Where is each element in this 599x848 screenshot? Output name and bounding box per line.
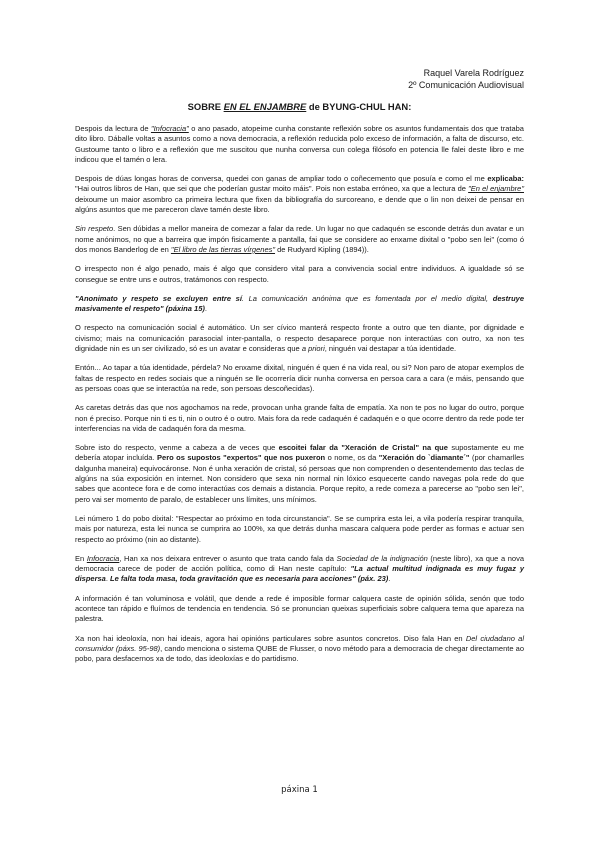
paragraph-11: En Infocracia, Han xa nos deixara entrever o asunto que trata cando fala da Sociedad de la indignación (neste libro), xa que a nova democracia carece de poder de acción política, como di Han neste capítulo: "La actual multitud indignada es muy fugaz y dispersa. Le falta toda masa, toda gravitación que es necesaria para acciones" (páx. 23). — [75, 553, 525, 584]
paragraph-9: Sobre isto do respecto, venme a cabeza a de veces que escoitei falar da "Xeración de Cristal" na que supostamente eu me debería atopar incluída. Pero os supostos "expertos" que nos puxeron o nome, os da "Xeración do `diamante´" (por chamarlles dalgunha maneira) equivocáronse. Non é unha xeración de cristal, só persoas que non comprenden o desentendemento das teclas de algúns na súa exposición en internet. Non considero que sexa nin normal nin lóxico esquecerte cando navegas pola rede do que sabes que acontece fora e de como interactúas cos demais a distancia. Porque repito, a rede comeza a parecerse ao "pobo sen lei", pero vai ser momento de paralo, de establecer uns límites, uns mínimos. — [75, 443, 525, 504]
paragraph-13: Xa non hai ideoloxía, non hai ideais, agora hai opinións particulares sobre asuntos concretos. Diso fala Han en Del ciudadano al consumidor (páxs. 95-98), cando menciona o sistema QUBE de Flusser, o novo método para a democracia de chegar directamente ao pobo, para desfacernos xa de todo, das ideoloxías e do partidismo. — [75, 633, 525, 664]
paragraph-12: A información é tan voluminosa e volátil, que dende a rede é imposible formar calquera caste de opinión sólida, senón que todo acontece tan rápido e fluímos de tendencia en tendencia. Só se pronuncian queixas superficiais sobre calquera tema que apareza na palestra. — [75, 593, 524, 624]
paragraph-8: As caretas detrás das que nos agochamos na rede, provocan unha grande falta de empatía. Xa non te pos no lugar do outro, porque non é preciso. Porque nin ti es ti, nin o outro é o outro. Mais fora da rede cadaquén é cadaquén e o que ocorre dentro da rede pode ter interferencias na vida de cadaquén fora da mesma. — [75, 403, 524, 433]
book-title: EN EL ENJAMBRE — [223, 101, 307, 112]
paragraph-4: O irrespecto non é algo penado, mais é algo que considero vital para a convivencia social entre individuos. A igualdade só se consegue se entre uns e outros, tratámonos con respecto. — [75, 264, 524, 284]
paragraph-1: Despois da lectura de "Infocracia" o ano pasado, atopeime cunha constante reflexión sobre os asuntos fundamentais dos que trataba dito libro. Dáballe voltas a asuntos como a nova democracia, a reflexión reducida polo exceso de información, a falta de discurso, etc. Gustoume tanto o libro e a reflexión que me suscitou que nunha conversa cun colega filósofo en potencia lle falei deste libro e me indicou que el tamén o lera. — [75, 124, 524, 164]
paragraph-3: Sin respeto. Sen dúbidas a mellor maneira de comezar a falar da rede. Un lugar no que cadaquén se esconde detrás dun avatar e un nome anónimos, no que a barreira que impón fisicamente a pantalla, fai que se considere ao enxame dixital o "pobo sen lei" (como ó dos monos Banderlog de en "El libro de las tierras vírgenes" de Rudyard Kipling (1894)). — [75, 224, 524, 254]
paragraph-6: O respecto na comunicación social é automático. Un ser cívico manterá respecto fronte a outro que ten diante, por dignidade e civismo; mais na comunicación parasocial inter-pantalla, o respecto desaparece porque non interactúas con outro, xa non tes dignidade nin es un ser civilizado, só es un avatar e consideras que a priori, ninguén vai destapar a túa identidade. — [75, 323, 524, 354]
page-number: páxina 1 — [281, 785, 318, 795]
page-title: SOBRE EN EL ENJAMBRE de BYUNG-CHUL HAN: — [187, 101, 412, 112]
author-block — [75, 68, 524, 91]
course-name: 2º Comunicación Audiovisual — [408, 79, 524, 90]
quote-paragraph-5: "Anonimato y respeto se excluyen entre sí. La comunicación anónima que es fomentada por el medio digital, destruye masivamente el respeto" (páxina 15). — [75, 293, 524, 314]
paragraph-2: Despois de dúas longas horas de conversa, quedei con ganas de ampliar todo o coñecemento que posuía e como el me explicaba: "Hai outros libros de Han, que sei que che poderían gustar moito máis". Pois non estaba erróneo, xa que a lectura de "En el enjambre" deixoume un maior asombro ca primeira lectura que fixen da bibliografía do surcoreano, e dende que o lin non deixei de pensar en algúns asuntos que me pareceron clave tamén deste libro. — [75, 174, 524, 215]
author-name: Raquel Varela Rodríguez — [423, 68, 524, 78]
paragraph-7: Entón... Ao tapar a túa identidade, pérdela? No enxame dixital, ninguén é quen é na vida real, ou si? Non paro de atopar exemplos de faltas de respecto en redes sociais que a ninguén se lle ocorrería dicir nunha conversa en persoa cara a cara (e máis, pensando que as persoas coas que se interactúa na rede, son persoas descoñecidas). — [75, 363, 524, 393]
paragraph-10: Lei número 1 do pobo dixital: "Respectar ao próximo en toda circunstancia". Se se cumprira esta lei, a vila podería respirar tranquila, mais por natureza, esta lei nunca se cumprira ao 100%, xa que detrás dunha mascara calquera pode perder as formas e actuar sen respecto ao próximo (nin ao distante). — [75, 513, 524, 544]
